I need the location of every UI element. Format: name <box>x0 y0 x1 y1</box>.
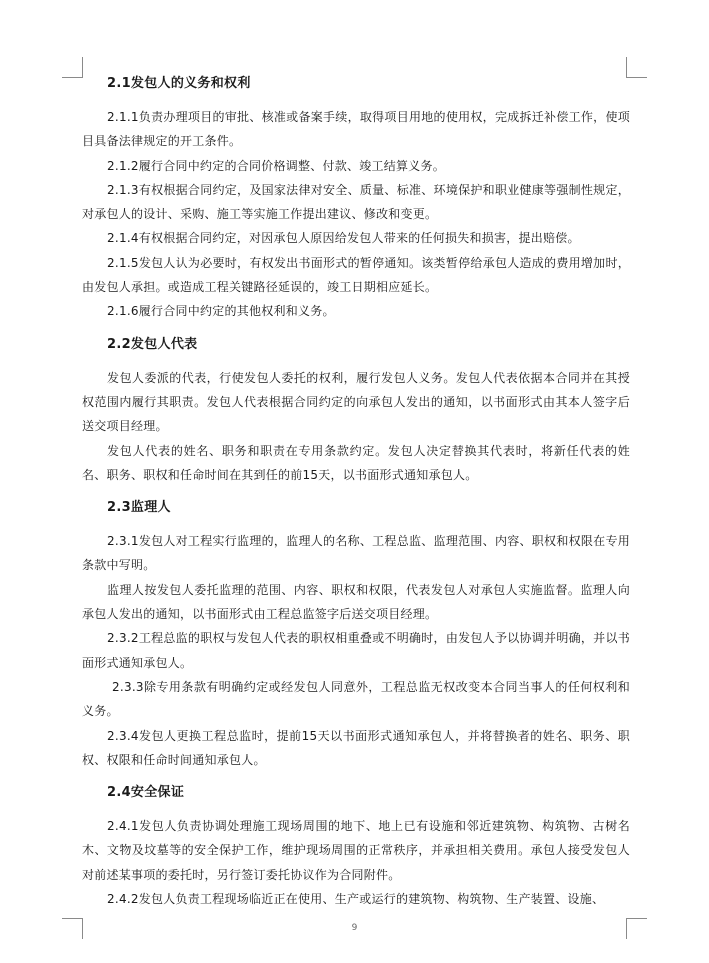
paragraph: 2.3.4发包人更换工程总监时，提前15天以书面形式通知承包人，并将替换者的姓名、职务、职权、权限和任命时间通知承包人。 <box>82 728 630 767</box>
paragraph: 2.4.1发包人负责协调处理施工现场周围的地下、地上已有设施和邻近建筑物、构筑物、古树名木、文物及坟墓等的安全保护工作，维护现场周围的正常秩序，并承担相关费用。承包人接受发包人对前述某事项的委托时，另行签订委托协议作为合同附件。 <box>82 819 630 882</box>
section-heading: 2.2发包人代表 <box>107 336 198 352</box>
page-number: 9 <box>351 923 358 933</box>
document-body <box>82 68 630 911</box>
paragraph: 2.3.1发包人对工程实行监理的，监理人的名称、工程总监、监理范围、内容、职权和权限在专用条款中写明。 <box>82 534 630 573</box>
section-heading: 2.4安全保证 <box>107 785 185 801</box>
paragraph: 2.1.1负责办理项目的审批、核准或备案手续，取得项目用地的使用权，完成拆迁补偿工作，使项目具备法律规定的开工条件。 <box>82 110 630 149</box>
crop-mark-top-left <box>62 57 83 78</box>
section-heading: 2.3监理人 <box>107 500 171 516</box>
section-heading: 2.1发包人的义务和权利 <box>107 76 251 91</box>
paragraph: 2.1.3有权根据合同约定，及国家法律对安全、质量、标准、环境保护和职业健康等强制性规定，对承包人的设计、采购、施工等实施工作提出建议、修改和变更。 <box>82 182 630 222</box>
paragraph: 2.1.5发包人认为必要时，有权发出书面形式的暂停通知。该类暂停给承包人造成的费用增加时，由发包人承担。或造成工程关键路径延误的，竣工日期相应延长。 <box>82 255 630 295</box>
paragraph: 2.4.2发包人负责工程现场临近正在使用、生产或运行的建筑物、构筑物、生产装置、设施、 <box>107 892 605 907</box>
paragraph: 2.1.6履行合同中约定的其他权利和义务。 <box>107 304 335 319</box>
paragraph: 2.1.2履行合同中约定的合同价格调整、付款、竣工结算义务。 <box>107 158 446 173</box>
paragraph: 2.3.3除专用条款有明确约定或经发包人同意外，工程总监无权改变本合同当事人的任何权利和义务。 <box>82 679 630 719</box>
paragraph: 发包人委派的代表，行使发包人委托的权利，履行发包人义务。发包人代表依据本合同并在其授权范围内履行其职责。发包人代表根据合同约定的向承包人发出的通知，以书面形式由其本人签字后送交项目经理。 <box>82 370 630 434</box>
paragraph: 2.3.2工程总监的职权与发包人代表的职权相重叠或不明确时，由发包人予以协调并明确，并以书面形式通知承包人。 <box>82 631 630 670</box>
paragraph: 监理人按发包人委托监理的范围、内容、职权和权限，代表发包人对承包人实施监督。监理人向承包人发出的通知，以书面形式由工程总监签字后送交项目经理。 <box>82 582 630 622</box>
paragraph: 2.1.4有权根据合同约定，对因承包人原因给发包人带来的任何损失和损害，提出赔偿。 <box>107 231 580 246</box>
paragraph: 发包人代表的姓名、职务和职责在专用条款约定。发包人决定替换其代表时，将新任代表的姓名、职务、职权和任命时间在其到任的前15天，以书面形式通知承包人。 <box>82 443 630 482</box>
